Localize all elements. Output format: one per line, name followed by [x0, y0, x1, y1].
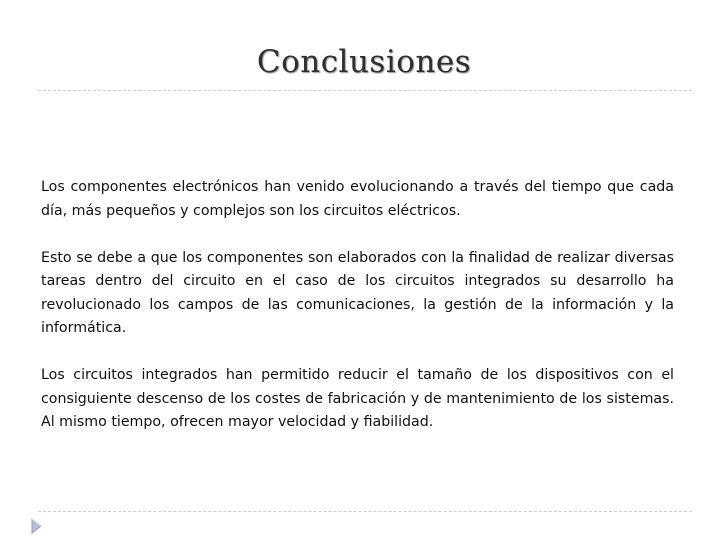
title-divider: [38, 90, 692, 91]
paragraph: Los circuitos integrados han permitido reducir el tamaño de los dispositivos con el consiguiente descenso de los costes de fabricación y de mantenimiento de los sistemas. Al mismo tiempo, ofrecen mayor velocidad y fiabilidad.: [41, 367, 674, 430]
slide-body: [41, 176, 674, 435]
slide-title: Conclusiones: [256, 44, 472, 80]
paragraph: Los componentes electrónicos han venido evolucionando a través del tiempo que cada día, más pequeños y complejos son los circuitos eléctricos.: [41, 179, 674, 219]
paragraph: Esto se debe a que los componentes son elaborados con la finalidad de realizar diversas tareas dentro del circuito en el caso de los circuitos integrados su desarrollo ha revolucionado los campos de las comunicaciones, la gestión de la información y la informática.: [41, 249, 674, 336]
footer-divider: [38, 511, 692, 512]
slide-nav-icon[interactable]: [30, 517, 44, 535]
